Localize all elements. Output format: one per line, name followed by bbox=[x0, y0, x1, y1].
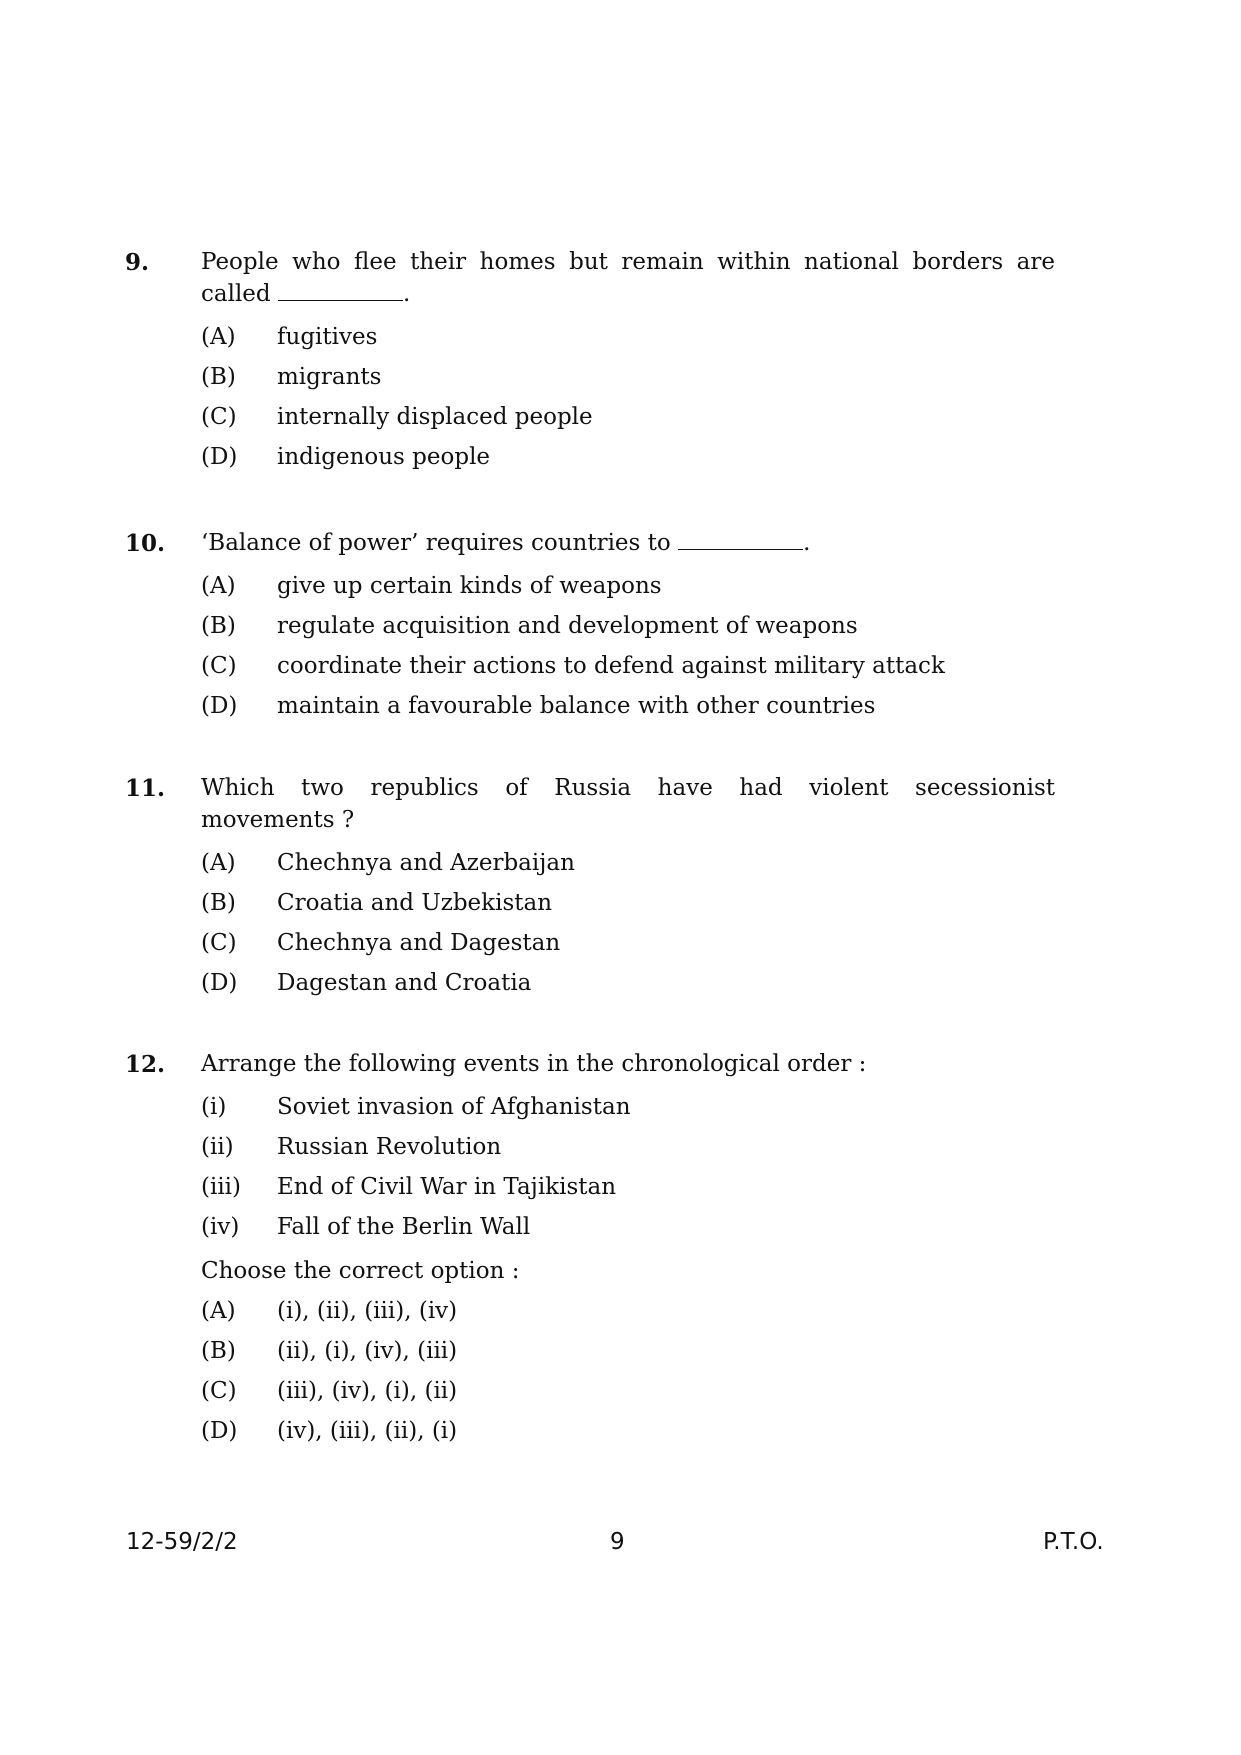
question-text: Arrange the following events in the chronological order : bbox=[201, 1051, 867, 1077]
question-text-line: movements ? bbox=[201, 807, 355, 833]
event-label: (iv) bbox=[201, 1214, 240, 1240]
question-text-line: People who flee their homes but remain within national borders are bbox=[201, 249, 1055, 275]
option-text: migrants bbox=[277, 364, 382, 390]
option-text: maintain a favourable balance with other countries bbox=[277, 693, 876, 719]
option-label: (D) bbox=[201, 693, 238, 719]
option-label: (A) bbox=[201, 1298, 236, 1324]
answer-blank bbox=[678, 527, 803, 550]
option-text: Dagestan and Croatia bbox=[277, 970, 532, 996]
option-text: (ii), (i), (iv), (iii) bbox=[277, 1338, 458, 1364]
option-label: (A) bbox=[201, 324, 236, 350]
option-label: (B) bbox=[201, 1338, 236, 1364]
option-text: internally displaced people bbox=[277, 404, 593, 430]
event-text: Russian Revolution bbox=[277, 1134, 502, 1160]
option-text: Chechnya and Dagestan bbox=[277, 930, 561, 956]
page-number: 9 bbox=[610, 1529, 625, 1555]
paper-code: 12-59/2/2 bbox=[126, 1529, 238, 1555]
option-label: (C) bbox=[201, 653, 237, 679]
question-10 bbox=[125, 530, 1055, 740]
question-number: 9. bbox=[125, 249, 150, 276]
question-text bbox=[201, 772, 1055, 836]
question-text-fragment: . bbox=[402, 281, 411, 307]
option-label: (C) bbox=[201, 404, 237, 430]
event-label: (iii) bbox=[201, 1174, 242, 1200]
question-text bbox=[201, 527, 1055, 559]
option-label: (D) bbox=[201, 970, 238, 996]
option-text: (iii), (iv), (i), (ii) bbox=[277, 1378, 458, 1404]
question-text-fragment: . bbox=[803, 530, 811, 556]
event-text: Soviet invasion of Afghanistan bbox=[277, 1094, 631, 1120]
event-text: Fall of the Berlin Wall bbox=[277, 1214, 531, 1240]
event-text: End of Civil War in Tajikistan bbox=[277, 1174, 617, 1200]
option-label: (D) bbox=[201, 444, 238, 470]
question-text-fragment: ‘Balance of power’ requires countries to bbox=[201, 530, 671, 556]
question-text-line: Which two republics of Russia have had violent secessionist bbox=[201, 775, 1055, 801]
choose-instruction: Choose the correct option : bbox=[201, 1258, 520, 1284]
question-text bbox=[201, 246, 1055, 310]
question-number: 12. bbox=[125, 1051, 166, 1078]
option-label: (B) bbox=[201, 613, 236, 639]
option-text: indigenous people bbox=[277, 444, 491, 470]
option-text: (i), (ii), (iii), (iv) bbox=[277, 1298, 458, 1324]
option-text: Chechnya and Azerbaijan bbox=[277, 850, 575, 876]
option-text: fugitives bbox=[277, 324, 378, 350]
pto-note: P.T.O. bbox=[1043, 1529, 1104, 1555]
question-number: 10. bbox=[125, 530, 166, 557]
option-text: (iv), (iii), (ii), (i) bbox=[277, 1418, 458, 1444]
question-number: 11. bbox=[125, 775, 166, 802]
option-label: (C) bbox=[201, 930, 237, 956]
event-label: (i) bbox=[201, 1094, 227, 1120]
option-label: (C) bbox=[201, 1378, 237, 1404]
answer-blank bbox=[278, 278, 403, 301]
option-label: (B) bbox=[201, 890, 236, 916]
option-label: (B) bbox=[201, 364, 236, 390]
option-text: regulate acquisition and development of weapons bbox=[277, 613, 858, 639]
option-label: (A) bbox=[201, 573, 236, 599]
question-12 bbox=[125, 1051, 1055, 1481]
question-text-line bbox=[201, 281, 410, 307]
option-text: Croatia and Uzbekistan bbox=[277, 890, 553, 916]
option-text: give up certain kinds of weapons bbox=[277, 573, 662, 599]
option-label: (A) bbox=[201, 850, 236, 876]
option-text: coordinate their actions to defend against military attack bbox=[277, 653, 945, 679]
option-label: (D) bbox=[201, 1418, 238, 1444]
event-label: (ii) bbox=[201, 1134, 234, 1160]
question-11 bbox=[125, 775, 1055, 1015]
question-9 bbox=[125, 249, 1055, 489]
question-text-fragment: called bbox=[201, 281, 271, 307]
